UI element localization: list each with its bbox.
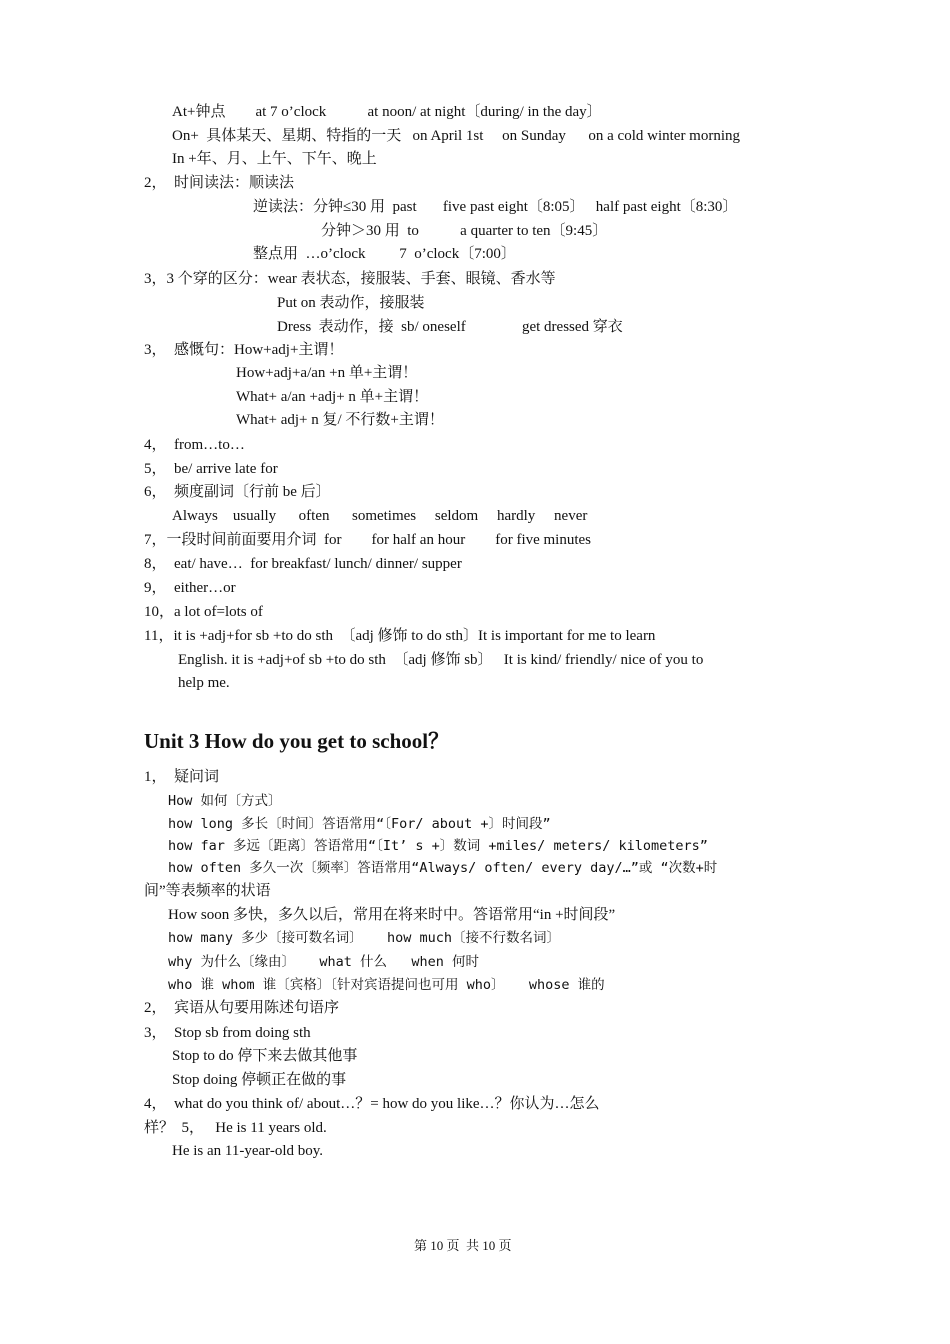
line-put-on: Put on 表动作，接服装 [277,295,425,311]
line-stop-from: 3， Stop sb from doing sth [144,1025,311,1041]
line-how-long: how long 多长〔时间〕答语常用“〔For/ about +〕时间段” [168,816,551,832]
line-adverb-list: Always usually often sometimes seldom hardly never [172,508,588,524]
line-years-old: 样？ 5， He is 11 years old. [144,1120,327,1136]
line-dress: Dress 表动作，接 sb/ oneself get dressed 穿衣 [277,319,623,335]
line-wear: 3，3 个穿的区分：wear 表状态，接服装、手套、眼镜、香水等 [144,271,556,287]
line-think-of: 4， what do you think of/ about…？= how do you like…？你认为…怎么 [144,1096,600,1112]
line-either-or: 9， either…or [144,580,236,596]
line-how-many: how many 多少〔接可数名词〕 how much〔接不行数名词〕 [168,930,561,946]
line-how-often: how often 多久一次〔频率〕答语常用“Always/ often/ every day/…”或 “次数+时 [168,860,718,876]
line-how-far: how far 多远〔距离〕答语常用“〔It’ s +〕数词 +miles/ meters/ kilometers” [168,838,708,854]
line-how-adj-a: How+adj+a/an +n 单+主谓！ [236,365,418,381]
line-a-lot-of: 10，a lot of=lots of [144,604,263,620]
line-exclamation: 3， 感慨句：How+adj+主谓！ [144,342,344,358]
line-stop-to-do: Stop to do 停下来去做其他事 [172,1048,358,1064]
line-in-year: In +年、月、上午、下午、晚上 [172,151,377,167]
line-oclock: 整点用 …o’clock 7 o’clock〔7:00〕 [253,246,516,262]
unit3-heading: Unit 3 How do you get to school？ [144,729,450,753]
line-from-to: 4， from…to… [144,437,245,453]
line-year-old-boy: He is an 11-year-old boy. [172,1143,324,1159]
line-how: How 如何〔方式〕 [168,793,282,809]
line-for-duration: 7，一段时间前面要用介词 for for half an hour for five minutes [144,532,592,548]
line-why-what-when: why 为什么〔缘由〕 what 什么 when 何时 [168,954,480,970]
line-reverse-reading: 逆读法：分钟≤30 用 past five past eight〔8:05〕 half past eight〔8:30〕 [253,199,738,215]
line-who-whom: who 谁 whom 谁〔宾格〕〔针对宾语提问也可用 who〕 whose 谁的 [168,977,605,993]
line-what-plural: What+ adj+ n 复/ 不行数+主谓！ [236,412,444,428]
line-how-soon: How soon 多快，多久以后，常用在将来时中。答语常用“in +时间段” [168,907,616,923]
line-it-is-of: English. it is +adj+of sb +to do sth 〔adj 修饰 sb〕 It is kind/ friendly/ nice of you to [178,652,704,668]
line-time-reading: 2， 时间读法：顺读法 [144,175,295,191]
line-it-is-for: 11，it is +adj+for sb +to do sth 〔adj 修饰 to do sth〕It is important for me to learn [144,628,656,644]
line-at-time: At+钟点 at 7 o’clock at noon/ at night〔during/ in the day〕 [172,104,602,120]
line-help-me: help me. [178,675,230,691]
line-minute-gt-30: 分钟＞30 用 to a quarter to ten〔9:45〕 [321,223,608,239]
line-frequency-adverbs: 6， 频度副词〔行前 be 后〕 [144,484,331,500]
line-question-words: 1， 疑问词 [144,769,220,785]
line-on-day: On+ 具体某天、星期、特指的一天 on April 1st on Sunday on a cold winter morning [172,128,741,144]
line-late-for: 5， be/ arrive late for [144,461,278,477]
page-number: 第 10 页 共 10 页 [414,1238,512,1253]
line-eat-have: 8， eat/ have… for breakfast/ lunch/ dinner/ supper [144,556,462,572]
line-what-a: What+ a/an +adj+ n 单+主谓！ [236,389,429,405]
line-object-clause: 2， 宾语从句要用陈述句语序 [144,1000,340,1016]
line-how-often-cont: 间”等表频率的状语 [144,883,271,899]
line-stop-doing: Stop doing 停顿正在做的事 [172,1072,347,1088]
